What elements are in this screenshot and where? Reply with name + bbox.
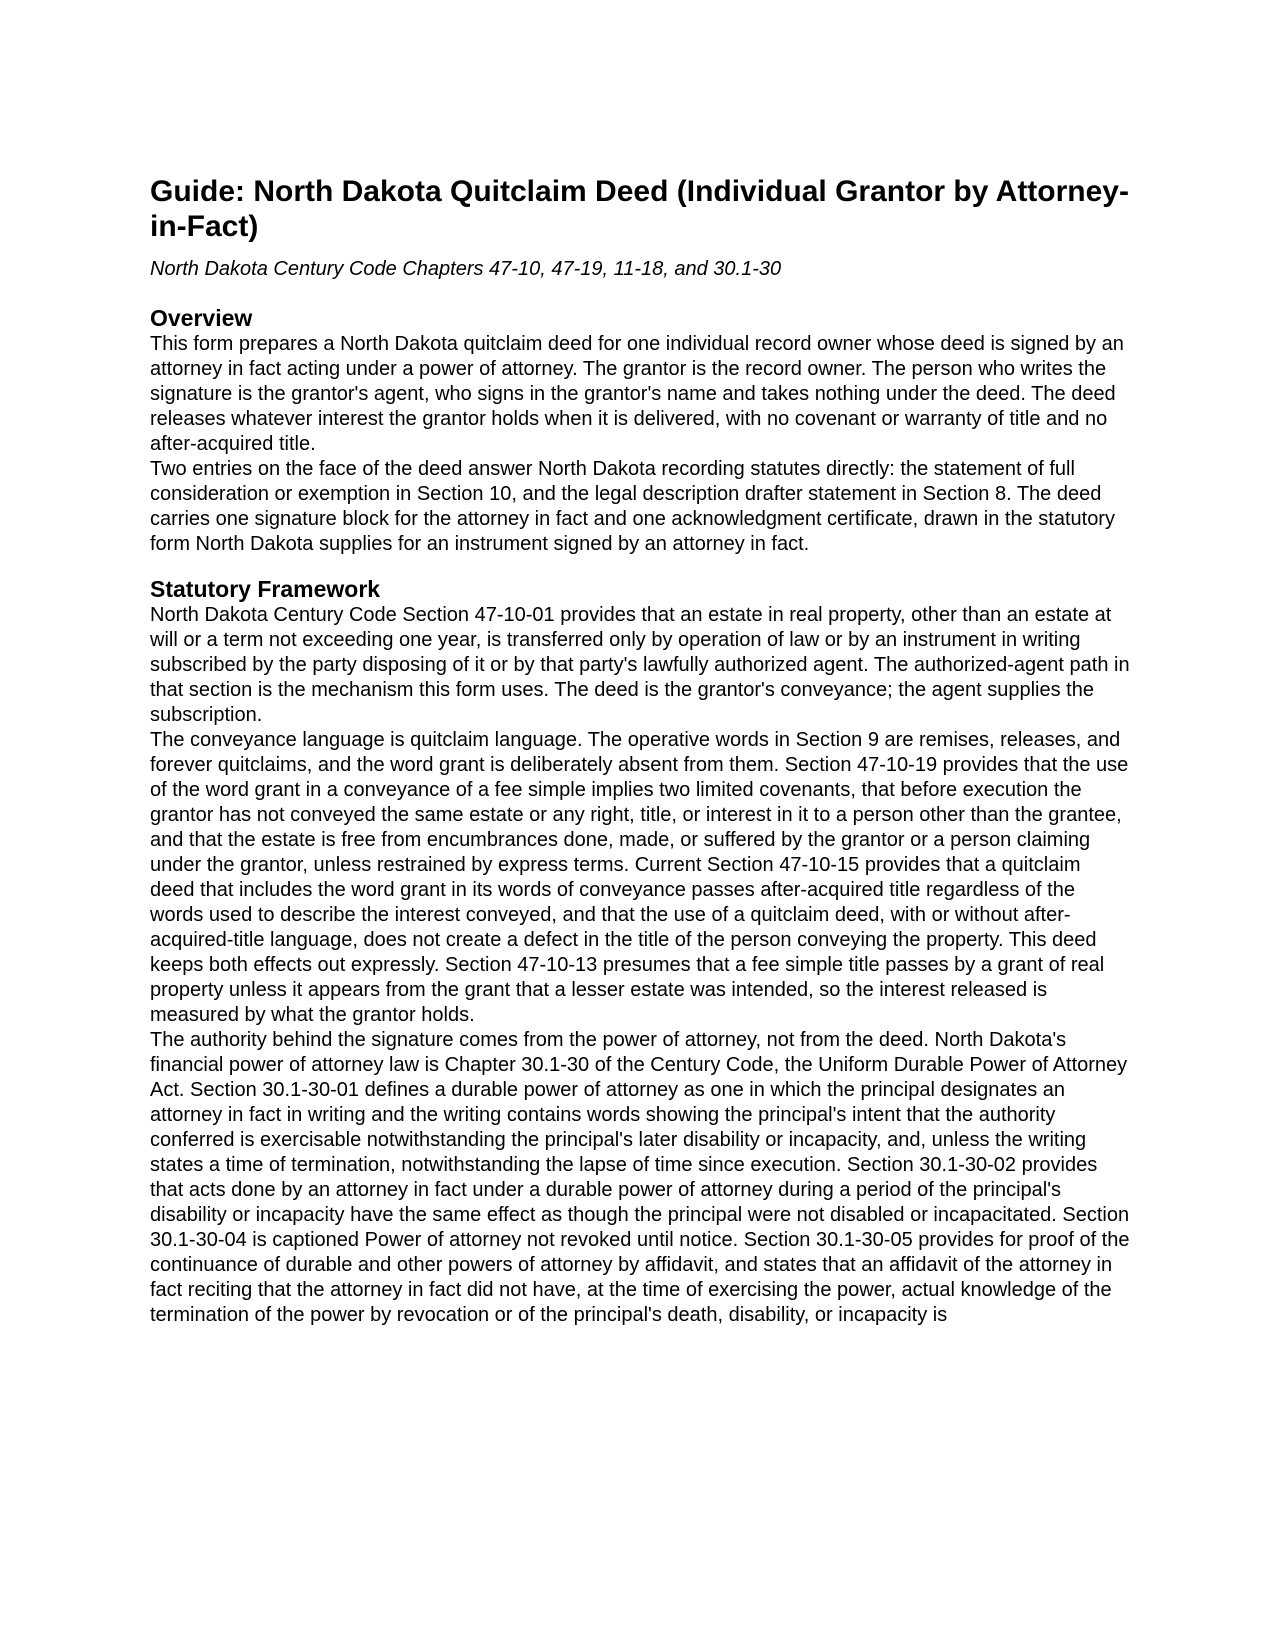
section-heading-statutory-framework: Statutory Framework — [150, 576, 381, 602]
paragraph: Two entries on the face of the deed answer North Dakota recording statutes directly: the statement of full consideration or exemption in Section 10, and the legal description drafter statement in Section 8. The deed carries one signature block for the attorney in fact and one acknowledgment certificate, drawn in the statutory form North Dakota supplies for an instrument signed by an attorney in fact. — [150, 458, 1115, 555]
section-heading-overview: Overview — [150, 305, 253, 331]
paragraph: North Dakota Century Code Section 47-10-01 provides that an estate in real property, other than an estate at will or a term not exceeding one year, is transferred only by operation of law or by an instrument in writing subscribed by the party disposing of it or by that party's lawfully authorized agent. The authorized-agent path in that section is the mechanism this form uses. The deed is the grantor's conveyance; the agent supplies the subscription. — [150, 604, 1130, 726]
document-subtitle: North Dakota Century Code Chapters 47-10, 47-19, 11-18, and 30.1-30 — [150, 258, 782, 280]
paragraph: The conveyance language is quitclaim language. The operative words in Section 9 are remises, releases, and forever quitclaims, and the word grant is deliberately absent from them. Section 47-10-19 provides that the use of the word grant in a conveyance of a fee simple implies two limited covenants, that before execution the grantor has not conveyed the same estate or any right, title, or interest in it to a person other than the grantee, and that the estate is free from encumbrances done, made, or suffered by the grantor or a person claiming under the grantor, unless restrained by express terms. Current Section 47-10-15 provides that a quitclaim deed that includes the word grant in its words of conveyance passes after-acquired title regardless of the words used to describe the interest conveyed, and that the use of a quitclaim deed, with or without after-acquired-title language, does not create a defect in the title of the person conveying the property. This deed keeps both effects out expressly. Section 47-10-13 presumes that a fee simple title passes by a grant of real property unless it appears from the grant that a lesser estate was intended, so the interest released is measured by what the grantor holds. — [150, 729, 1129, 1026]
section-statutory-framework — [150, 575, 1130, 1328]
document-page — [150, 174, 1130, 1328]
paragraph: The authority behind the signature comes from the power of attorney, not from the deed. North Dakota's financial power of attorney law is Chapter 30.1-30 of the Century Code, the Uniform Durable Power of Attorney Act. Section 30.1-30-01 defines a durable power of attorney as one in which the principal designates an attorney in fact in writing and the writing contains words showing the principal's intent that the authority conferred is exercisable notwithstanding the principal's later disability or incapacity, and, unless the writing states a time of termination, notwithstanding the lapse of time since execution. Section 30.1-30-02 provides that acts done by an attorney in fact under a durable power of attorney during a period of the principal's disability or incapacity have the same effect as though the principal were not disabled or incapacitated. Section 30.1-30-04 is captioned Power of attorney not revoked until notice. Section 30.1-30-05 provides for proof of the continuance of durable and other powers of attorney by affidavit, and states that an affidavit of the attorney in fact reciting that the attorney in fact did not have, at the time of exercising the power, actual knowledge of the termination of the power by revocation or of the principal's death, disability, or incapacity is — [150, 1029, 1130, 1326]
paragraph: This form prepares a North Dakota quitclaim deed for one individual record owner whose deed is signed by an attorney in fact acting under a power of attorney. The grantor is the record owner. The person who writes the signature is the grantor's agent, who signs in the grantor's name and takes nothing under the deed. The deed releases whatever interest the grantor holds when it is delivered, with no covenant or warranty of title and no after-acquired title. — [150, 333, 1124, 455]
document-title: Guide: North Dakota Quitclaim Deed (Individual Grantor by Attorney-in-Fact) — [150, 175, 1129, 243]
section-overview — [150, 304, 1130, 557]
